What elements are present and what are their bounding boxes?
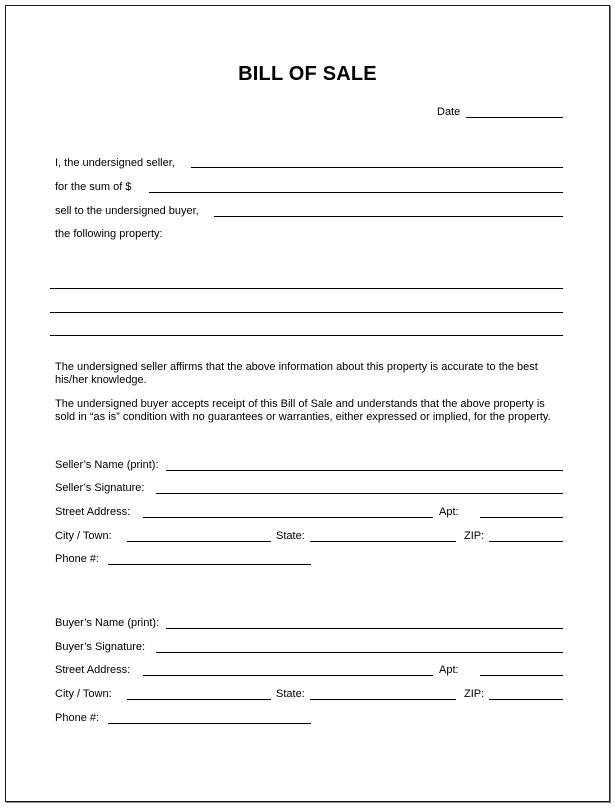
- seller-zip-label: ZIP:: [464, 530, 485, 542]
- buyer-apt-label: Apt:: [439, 664, 459, 676]
- property-label: the following property:: [55, 228, 163, 240]
- seller-affirmation-paragraph: The undersigned seller affirms that the above information about this property is accurate to the best his/her knowledge.: [55, 361, 538, 386]
- date-field[interactable]: [466, 117, 563, 118]
- seller-apt-label: Apt:: [439, 506, 459, 518]
- buyer-acceptance-paragraph: The undersigned buyer accepts receipt of this Bill of Sale and understands that the above property is sold in “as is” condition with no guarantees or warranties, either expressed or implied, for the property.: [55, 398, 551, 423]
- buyer-intro-field[interactable]: [214, 216, 563, 217]
- buyer-signature-field[interactable]: [156, 652, 563, 653]
- seller-name-label: Seller’s Name (print):: [55, 459, 159, 471]
- buyer-street-field[interactable]: [143, 675, 433, 676]
- buyer-city-field[interactable]: [127, 699, 271, 700]
- seller-state-label: State:: [276, 530, 305, 542]
- seller-signature-field[interactable]: [156, 493, 563, 494]
- seller-phone-field[interactable]: [108, 564, 311, 565]
- seller-zip-field[interactable]: [489, 541, 563, 542]
- seller-phone-label: Phone #:: [55, 553, 100, 565]
- seller-apt-field[interactable]: [480, 517, 563, 518]
- seller-intro-label: I, the undersigned seller,: [55, 157, 175, 169]
- buyer-phone-label: Phone #:: [55, 712, 100, 724]
- property-field-line-3[interactable]: [50, 335, 563, 336]
- property-field-line-1[interactable]: [50, 288, 563, 289]
- buyer-name-field[interactable]: [166, 628, 563, 629]
- buyer-zip-label: ZIP:: [464, 688, 485, 700]
- document-page: [5, 5, 610, 802]
- buyer-state-field[interactable]: [310, 699, 456, 700]
- buyer-signature-label: Buyer’s Signature:: [55, 641, 146, 653]
- buyer-street-label: Street Address:: [55, 664, 131, 676]
- seller-street-label: Street Address:: [55, 506, 131, 518]
- seller-signature-label: Seller’s Signature:: [55, 482, 145, 494]
- buyer-name-label: Buyer’s Name (print):: [55, 617, 160, 629]
- property-field-line-2[interactable]: [50, 312, 563, 313]
- buyer-city-label: City / Town:: [55, 688, 112, 700]
- buyer-state-label: State:: [276, 688, 305, 700]
- seller-state-field[interactable]: [310, 541, 456, 542]
- buyer-phone-field[interactable]: [108, 723, 311, 724]
- seller-name-field[interactable]: [166, 470, 563, 471]
- sum-field[interactable]: [149, 192, 563, 193]
- sum-label: for the sum of $: [55, 181, 132, 193]
- seller-intro-field[interactable]: [191, 167, 563, 168]
- document-title: BILL OF SALE: [238, 63, 377, 85]
- seller-city-label: City / Town:: [55, 530, 112, 542]
- buyer-intro-label: sell to the undersigned buyer,: [55, 205, 199, 217]
- seller-street-field[interactable]: [143, 517, 433, 518]
- buyer-zip-field[interactable]: [489, 699, 563, 700]
- date-label: Date: [437, 106, 461, 118]
- seller-city-field[interactable]: [127, 541, 271, 542]
- buyer-apt-field[interactable]: [480, 675, 563, 676]
